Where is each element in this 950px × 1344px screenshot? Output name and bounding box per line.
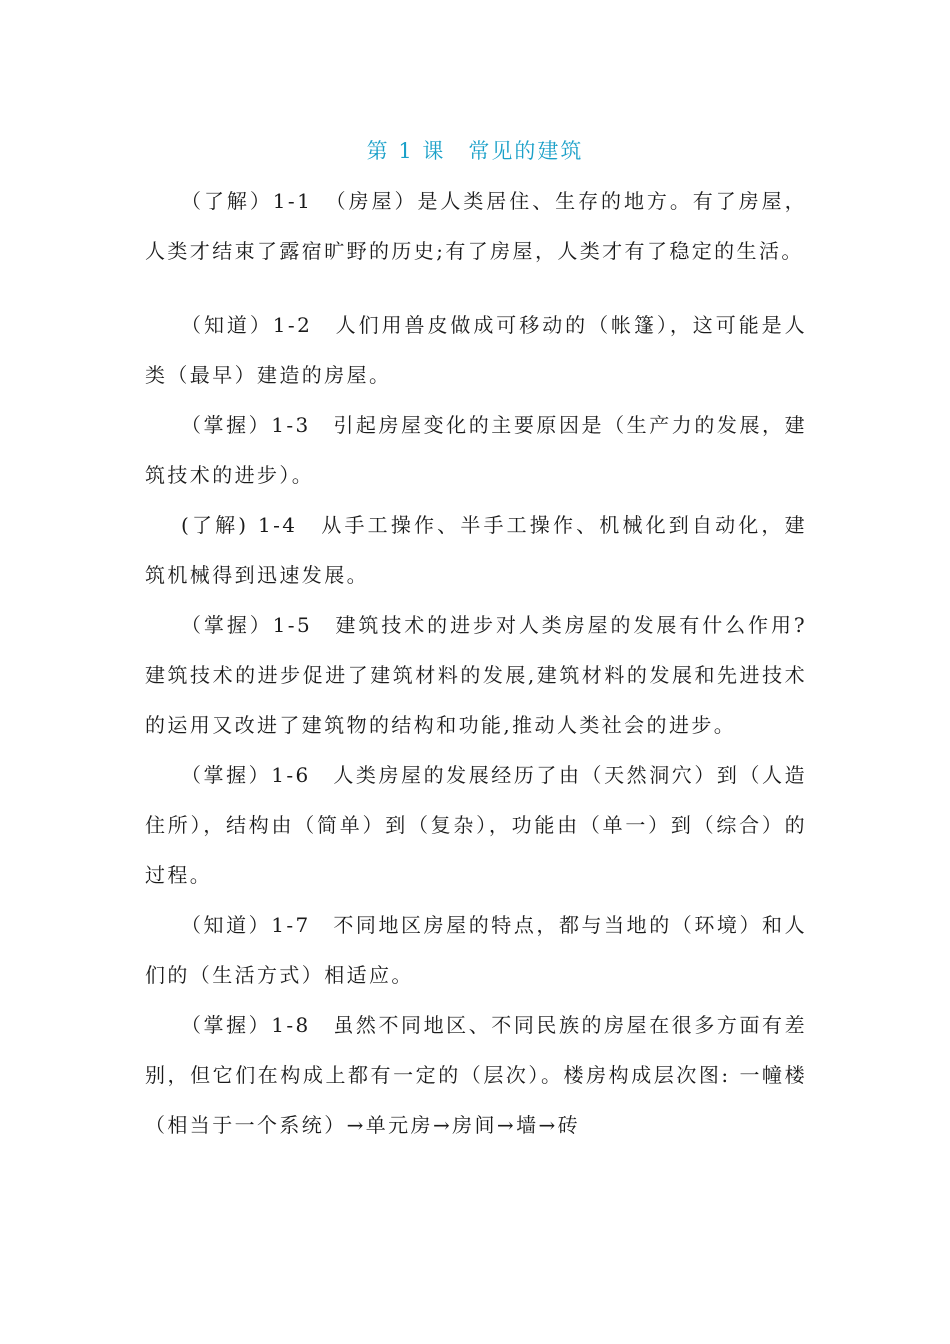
paragraph-1-8: （掌握）1-8 虽然不同地区、不同民族的房屋在很多方面有差别，但它们在构成上都有一定的（层次）。楼房构成层次图: 一幢楼（相当于一个系统）→单元房→房间→墙→砖 bbox=[145, 1013, 807, 1137]
paragraph-block-1 bbox=[145, 176, 807, 276]
paragraph-1-6: （掌握）1-6 人类房屋的发展经历了由（天然洞穴）到（人造住所），结构由（简单）到（复杂），功能由（单一）到（综合）的过程。 bbox=[145, 763, 807, 887]
paragraph-1-2: （知道）1-2 人们用兽皮做成可移动的（帐篷），这可能是人类（最早）建造的房屋。 bbox=[145, 313, 807, 387]
lesson-number: 第 1 课 bbox=[366, 139, 446, 163]
paragraph-1-4: (了解) 1-4 从手工操作、半手工操作、机械化到自动化，建筑机械得到迅速发展。 bbox=[145, 513, 807, 587]
paragraph-block-2 bbox=[145, 300, 807, 1150]
paragraph-1-7: （知道）1-7 不同地区房屋的特点，都与当地的（环境）和人们的（生活方式）相适应。 bbox=[145, 913, 807, 987]
paragraph-1-1: （了解）1-1 （房屋）是人类居住、生存的地方。有了房屋，人类才结束了露宿旷野的历史;有了房屋，人类才有了稳定的生活。 bbox=[145, 189, 807, 263]
lesson-name: 常见的建筑 bbox=[468, 139, 584, 163]
lesson-title bbox=[0, 133, 950, 169]
paragraph-1-5: （掌握）1-5 建筑技术的进步对人类房屋的发展有什么作用?建筑技术的进步促进了建筑材料的发展,建筑材料的发展和先进技术的运用又改进了建筑物的结构和功能,推动人类社会的进步。 bbox=[145, 613, 807, 737]
paragraph-1-3: （掌握）1-3 引起房屋变化的主要原因是（生产力的发展，建筑技术的进步）。 bbox=[145, 413, 807, 487]
